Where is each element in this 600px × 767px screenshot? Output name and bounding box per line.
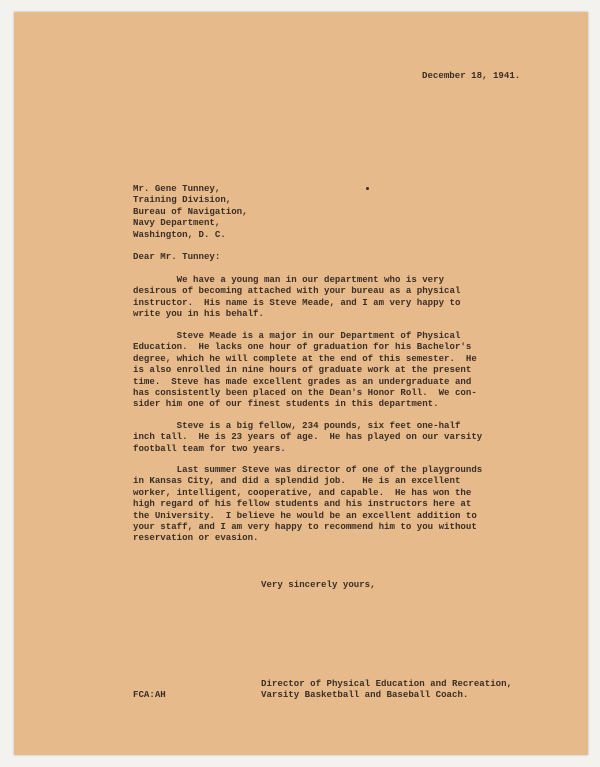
text-line: time. Steve has made excellent grades as an undergraduate and (133, 375, 472, 387)
paragraph-3 (133, 420, 482, 454)
address-line: Training Division, (133, 194, 232, 206)
salutation: Dear Mr. Tunney: (133, 251, 221, 262)
text-line: We have a young man in our department who is very (133, 274, 445, 285)
text-line: Steve is a big fellow, 234 pounds, six feet one-half (133, 420, 461, 431)
text-line: inch tall. He is 23 years of age. He has played on our varsity (133, 431, 483, 443)
text-line: instructor. His name is Steve Meade, and I am very happy to (133, 296, 461, 308)
address-line: Mr. Gene Tunney, (133, 183, 221, 194)
paragraph-4 (133, 464, 482, 544)
text-line: write you in his behalf. (133, 308, 264, 320)
reference-initials: FCA:AH (133, 689, 166, 700)
ink-spot (366, 187, 369, 190)
text-line: high regard of his fellow students and his instructors here at (133, 498, 472, 510)
text-line: football team for two years. (133, 442, 286, 454)
text-line: Steve Meade is a major in our Department of Physical (133, 330, 461, 341)
text-line: sider him one of our finest students in this department. (133, 398, 439, 410)
text-line: worker, intelligent, cooperative, and capable. He has won the (133, 486, 472, 498)
text-line: the University. I believe he would be an excellent addition to (133, 509, 477, 521)
text-line: has consistently been placed on the Dean's Honor Roll. We con- (133, 386, 477, 398)
paragraph-1 (133, 274, 460, 320)
paragraph-2 (133, 330, 477, 410)
recipient-address (133, 183, 248, 240)
text-line: reservation or evasion. (133, 532, 259, 544)
address-line: Navy Department, (133, 217, 221, 229)
text-line: Varsity Basketball and Baseball Coach. (261, 689, 469, 701)
text-line: degree, which he will complete at the end of this semester. He (133, 352, 477, 364)
signature-title (261, 678, 512, 701)
text-line: is also enrolled in nine hours of graduate work at the present (133, 364, 472, 376)
text-line: Last summer Steve was director of one of the playgrounds (133, 464, 483, 475)
text-line: desirous of becoming attached with your bureau as a physical (133, 285, 461, 297)
closing: Very sincerely yours, (261, 579, 376, 590)
address-line: Washington, D. C. (133, 228, 226, 240)
text-line: Education. He lacks one hour of graduation for his Bachelor's (133, 341, 472, 353)
text-line: your staff, and I am very happy to recommend him to you without (133, 520, 477, 532)
letter-date: December 18, 1941. (422, 70, 521, 81)
address-line: Bureau of Navigation, (133, 205, 248, 217)
text-line: in Kansas City, and did a splendid job. He is an excellent (133, 475, 461, 487)
text-line: Director of Physical Education and Recreation, (261, 678, 513, 689)
